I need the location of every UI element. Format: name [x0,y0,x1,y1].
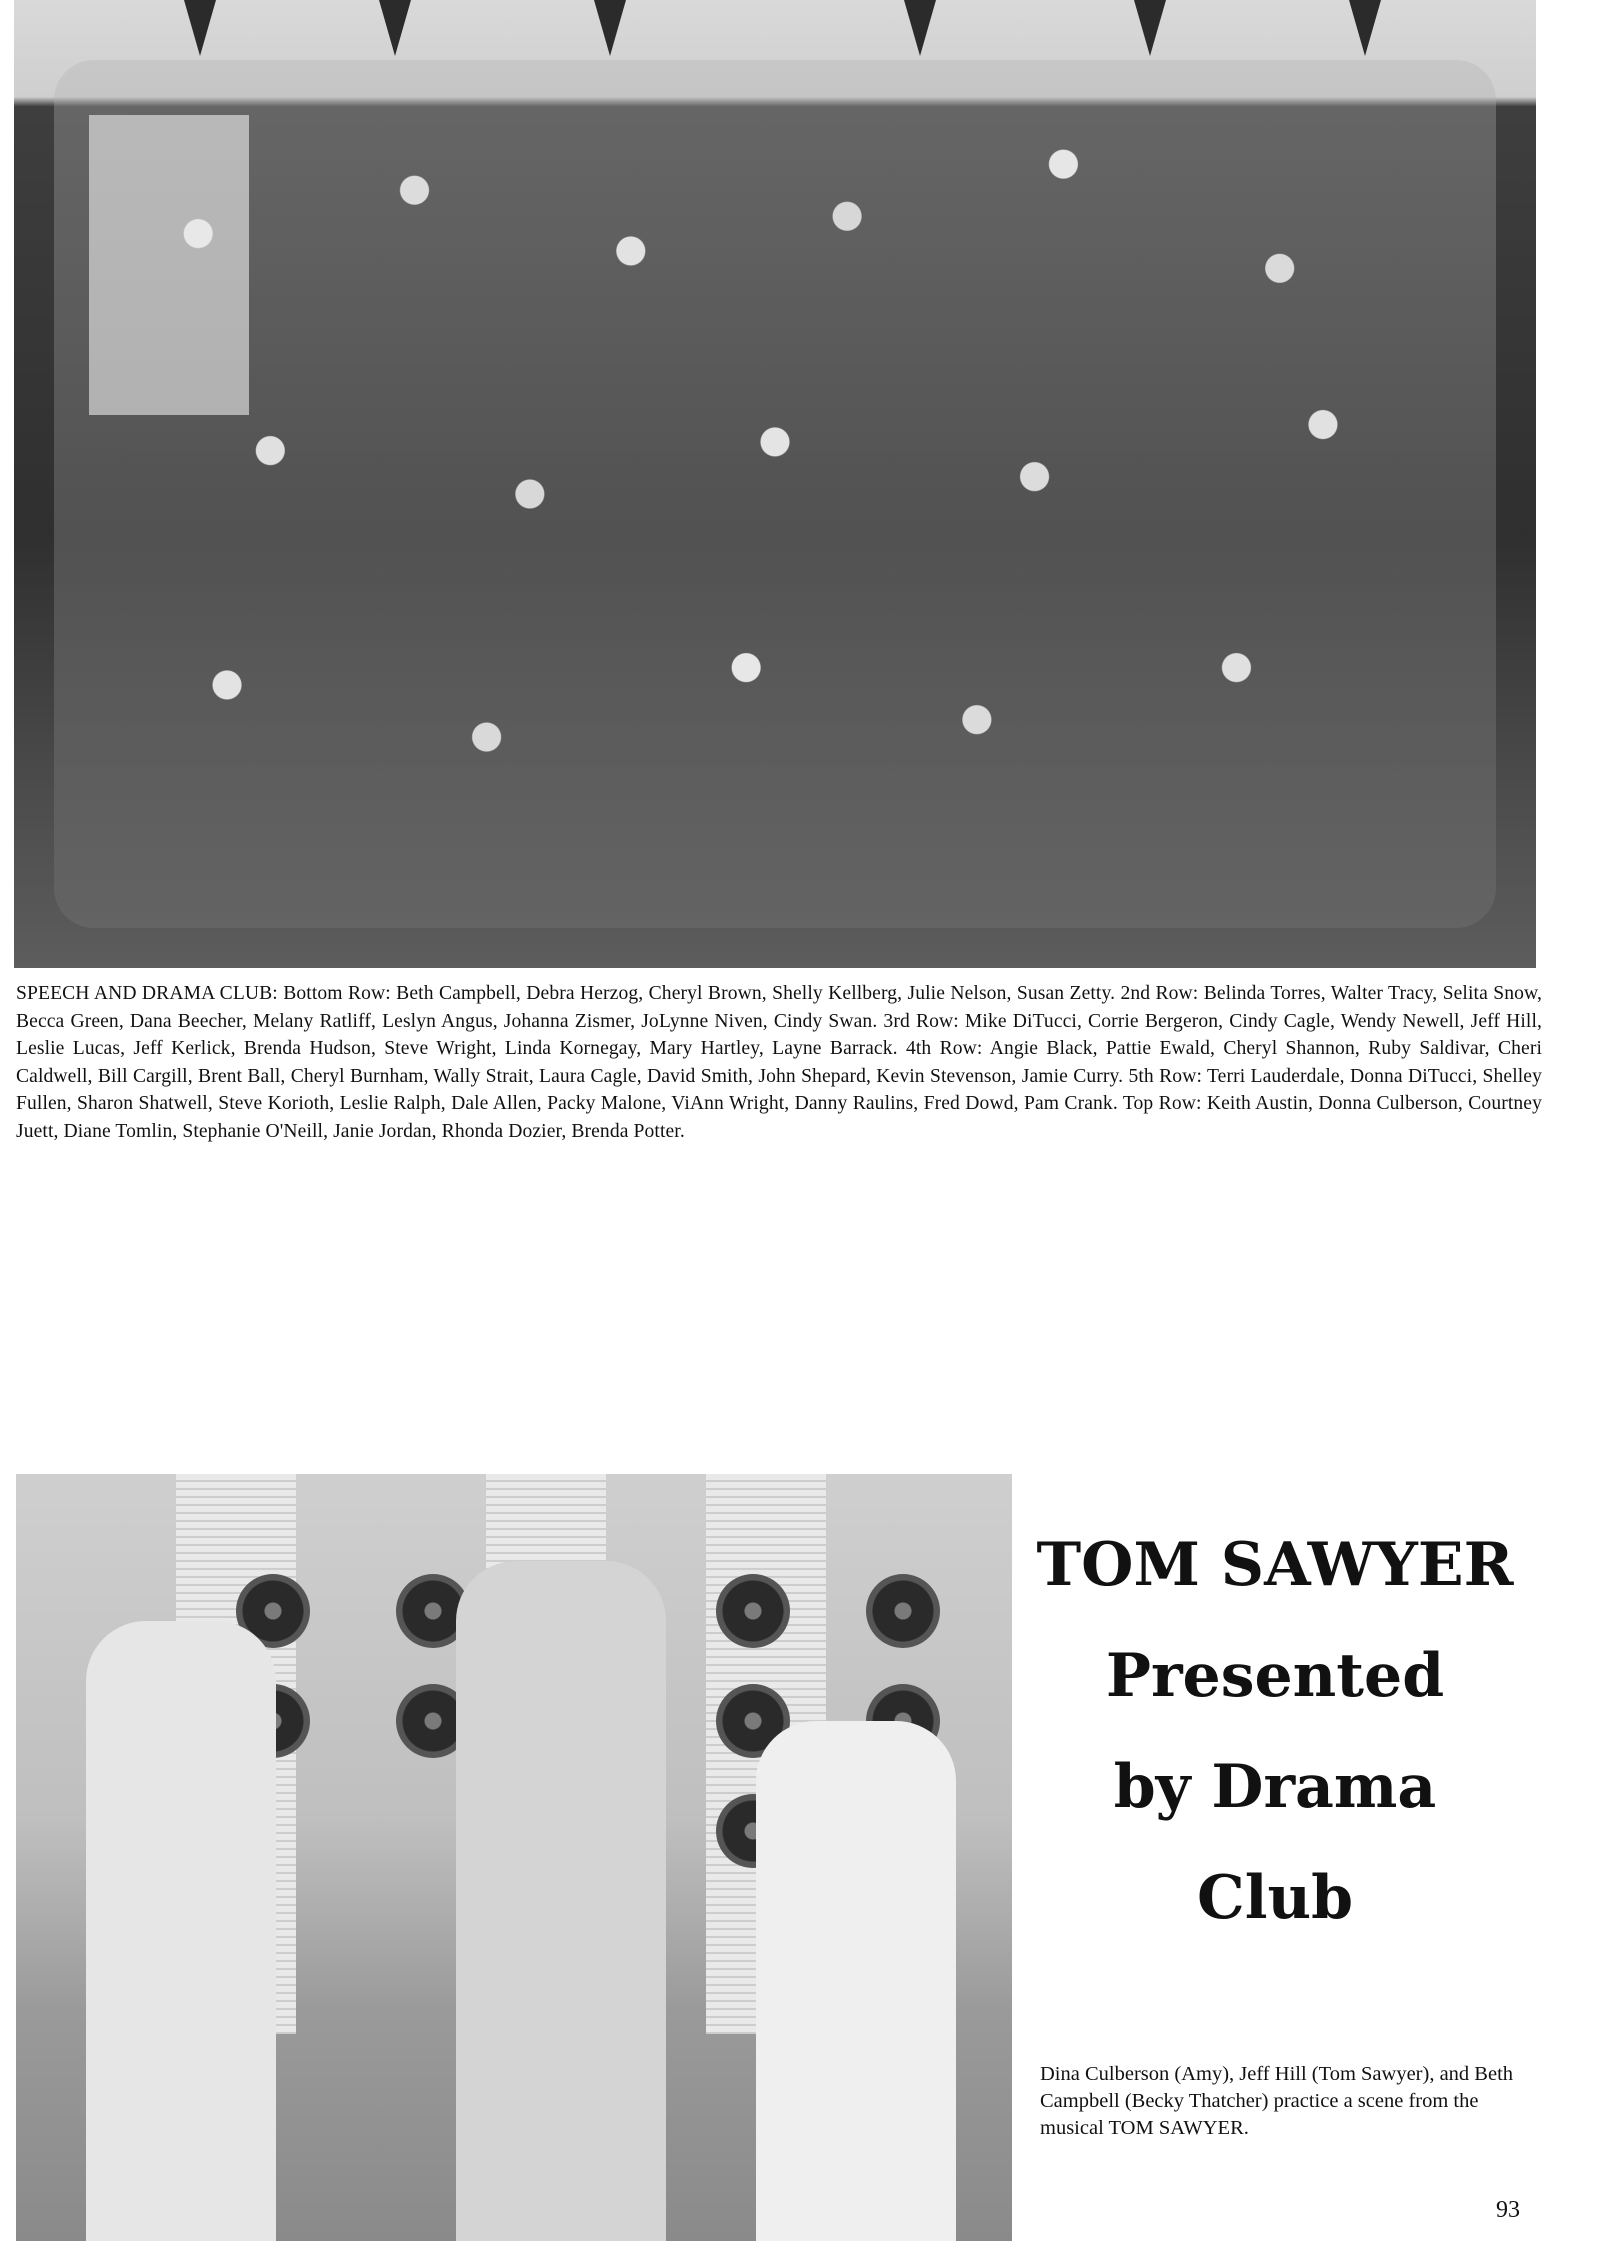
pennant-decoration [904,0,936,56]
performer-figure [86,1621,276,2241]
pennant-decoration [1134,0,1166,56]
cymbal-rack [716,1574,790,1648]
article-headline [1030,1510,1520,1954]
performer-figure [456,1561,666,2241]
pennant-decoration [1349,0,1381,56]
headline-line: by Drama [1113,1752,1437,1822]
rehearsal-photo [16,1474,1012,2241]
club-members-crowd [54,60,1496,928]
group-photo-caption: SPEECH AND DRAMA CLUB: Bottom Row: Beth Campbell, Debra Herzog, Cheryl Brown, Shelly Kellberg, Julie Nelson, Susan Zetty. 2nd Row: Belinda Torres, Walter Tracy, Selita Snow, Becca Green, Dana Beecher, Melany Ratliff, Leslyn Angus, Johanna Zismer, JoLynne Niven, Cindy Swan. 3rd Row: Mike DiTucci, Corrie Bergeron, Cindy Cagle, Wendy Newell, Jeff Hill, Leslie Lucas, Jeff Kerlick, Brenda Hudson, Steve Wright, Linda Kornegay, Mary Hartley, Layne Barrack. 4th Row: Angie Black, Pattie Ewald, Cheryl Shannon, Ruby Saldivar, Cheri Caldwell, Bill Cargill, Brent Ball, Cheryl Burnham, Wally Strait, Laura Cagle, David Smith, John Shepard, Kevin Stevenson, Jamie Curry. 5th Row: Terri Lauderdale, Donna DiTucci, Shelley Fullen, Sharon Shatwell, Steve Korioth, Leslie Ralph, Dale Allen, Packy Malone, ViAnn Wright, Danny Raulins, Fred Dowd, Pam Crank. Top Row: Keith Austin, Donna Culberson, Courtney Juett, Diane Tomlin, Stephanie O'Neill, Janie Jordan, Rhonda Dozier, Brenda Potter. [16,983,1542,1142]
pennant-decoration [594,0,626,56]
group-photo [14,0,1536,968]
page-number: 93 [1496,2197,1520,2223]
performer-figure [756,1721,956,2241]
pennant-decoration [379,0,411,56]
headline-line: Presented [1105,1641,1445,1711]
pennant-decoration [184,0,216,56]
headline-line: TOM SAWYER [1036,1530,1514,1600]
headline-line: Club [1196,1863,1354,1933]
rehearsal-photo-caption: Dina Culberson (Amy), Jeff Hill (Tom Sawyer), and Beth Campbell (Becky Thatcher) practice a scene from the musical TOM SAWYER. [1040,2063,1514,2139]
cymbal-rack [866,1574,940,1648]
